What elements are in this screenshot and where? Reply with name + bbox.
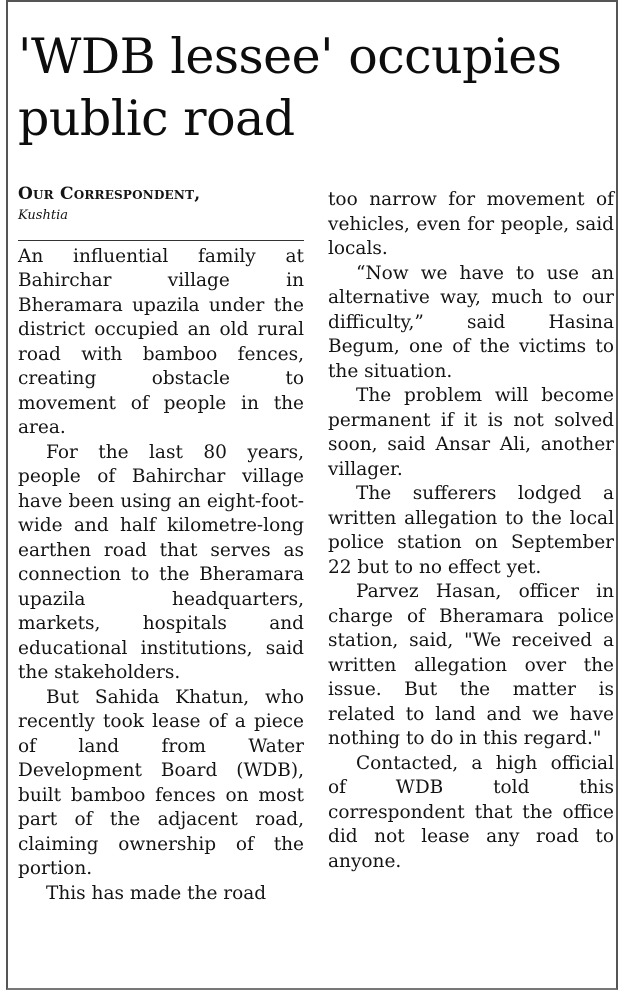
paragraph: too narrow for movement of vehicles, even for people, said locals. bbox=[328, 189, 614, 259]
paragraph: This has made the road bbox=[46, 882, 267, 904]
paragraph: The sufferers lodged a written allegation to the local police station on September 22 but to no effect yet. bbox=[328, 483, 614, 578]
byline bbox=[18, 182, 304, 224]
right-column bbox=[328, 188, 614, 874]
paragraph: But Sahida Khatun, who recently took lease of a piece of land from Water Development Board (WDB), built bamboo fences on most part of the adjacent road, claiming ownership of the portion. bbox=[18, 686, 304, 879]
paragraph: For the last 80 years, people of Bahirchar village have been using an eight-foot-wide and half kilometre-long earthen road that serves as connection to the Bheramara upazila headquarters, markets, hospitals and educational institutions, said the stakeholders. bbox=[18, 441, 304, 683]
paragraph: Parvez Hasan, officer in charge of Bheramara police station, said, "We received a written allegation over the issue. But the matter is related to land and we have nothing to do in this regard." bbox=[328, 581, 614, 749]
headline: 'WDB lessee' occupies public road bbox=[18, 28, 562, 147]
paragraph: The problem will become permanent if it is not solved soon, said Ansar Ali, another villager. bbox=[328, 385, 614, 480]
byline-place: Kushtia bbox=[18, 207, 68, 223]
paragraph: An influential family at Bahirchar village in Bheramara upazila under the district occupied an old rural road with bamboo fences, creating obstacle to movement of people in the area. bbox=[18, 245, 304, 438]
paragraph: “Now we have to use an alternative way, much to our difficulty,” said Hasina Begum, one of the victims to the situation. bbox=[328, 262, 614, 382]
byline-name: Our Correspondent, bbox=[18, 184, 201, 204]
paragraph: Contacted, a high official of WDB told this correspondent that the office did not lease any road to anyone. bbox=[328, 752, 614, 872]
byline-divider bbox=[18, 240, 304, 241]
left-column bbox=[18, 178, 304, 906]
